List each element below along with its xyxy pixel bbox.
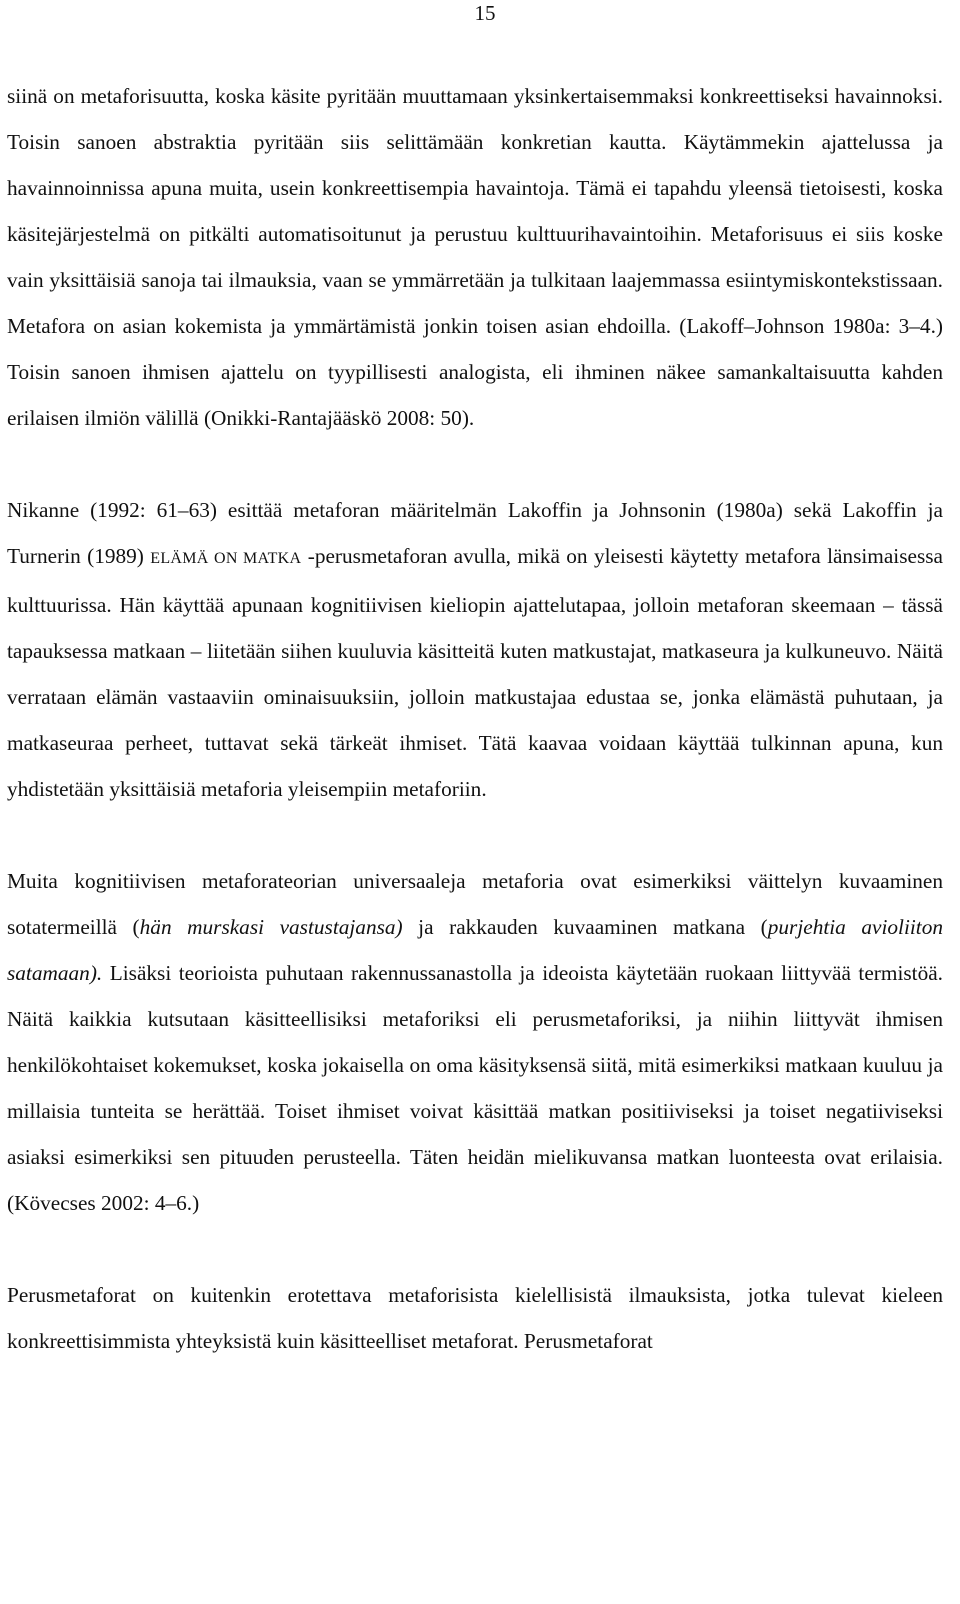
paragraph-metaphor-definition — [7, 73, 943, 441]
text-segment: siinä on metaforisuutta, koska käsite pyritään muuttamaan yksinkertaisemmaksi konkreettiseksi havainnoksi. Toisin sanoen abstraktia pyritään siis selittämään konkretian kautta. Käytämmekin ajattelussa ja havainnoinnissa apuna muita, usein konkreettisempia havaintoja. — [7, 84, 943, 200]
text-segment: ja rakkauden kuvaaminen matkana ( — [402, 915, 768, 939]
italic-example: hän murskasi vastustajansa) — [139, 915, 403, 939]
text-segment: Tämä ei tapahdu yleensä tietoisesti, koska käsitejärjestelmä on pitkälti automatisoitunut ja perustuu kulttuurihavaintoihin. Metaforisuus ei siis koske vain yksittäisiä sanoja tai ilmauksia, vaan se ymmärretään ja tulkitaan laajemmassa esiintymiskontekstissaan. Metafora on asian kokemista ja ymmärtämistä jonkin toisen asian ehdoilla. (Lakoff–Johnson 1980a: 3–4.) Toisin sanoen ihmisen ajattelu on tyypillisesti analogista, eli ihminen näkee samankaltaisuutta kahden erilaisen ilmiön välillä (Onikki-Rantajääskö 2008: 50). — [7, 176, 943, 430]
italic-example: purjehtia avioliiton satamaan). — [7, 915, 944, 985]
paragraph-universal-metaphors — [7, 858, 943, 1226]
smallcaps-term: ELÄMÄ ON MATKA — [150, 550, 302, 567]
text-segment: Muita kognitiivisen metaforateorian universaaleja metaforia ovat esimerkiksi väittelyn kuvaaminen sotatermeillä ( — [7, 869, 943, 939]
text-segment: Lisäksi teorioista puhutaan rakennussanastolla ja ideoista käytetään ruokaan liittyvää termistöä. Näitä kaikkia kutsutaan käsitteellisiksi metaforiksi eli perusmetaforiksi, ja niihin liittyvät ihmisen henkilökohtaiset kokemukset, koska jokaisella on oma käsityksensä siitä, mitä esimerkiksi matkaan kuuluu ja millaisia tunteita se herättää. Toiset ihmiset voivat käsittää matkan positiiviseksi ja toiset negatiiviseksi asiaksi esimerkiksi sen pituuden perusteella. Täten heidän mielikuvansa matkan luonteesta ovat erilaisia. (Kövecses 2002: 4–6.) — [7, 961, 943, 1215]
paragraph-base-metaphors — [7, 1272, 943, 1364]
text-segment: Perusmetaforat on kuitenkin erotettava metaforisista kielellisistä ilmauksista, jotka tulevat kieleen konkreettisimmista yhteyksistä kuin käsitteelliset metaforat. Perusmetaforat — [7, 1283, 943, 1353]
paragraph-nikanne — [7, 487, 943, 812]
text-segment: Nikanne (1992: 61–63) esittää metaforan määritelmän Lakoffin ja Johnsonin (1980a) sekä Lakoffin ja Turnerin (1989) — [7, 498, 943, 568]
body-text — [7, 73, 943, 1364]
text-segment: -perusmetaforan avulla, mikä on yleisesti käytetty metafora länsimaisessa kulttuurissa. Hän käyttää apunaan kognitiivisen kieliopin ajattelutapaa, jolloin metaforan skeemaan – tässä tapauksessa matkaan – liitetään siihen kuuluvia käsitteitä kuten matkustajat, matkaseura ja kulkuneuvo. Näitä verrataan elämän vastaaviin ominaisuuksiin, jolloin matkustajaa edustaa se, jonka elämästä puhutaan, ja matkaseuraa perheet, tuttavat sekä tärkeät ihmiset. Tätä kaavaa voidaan käyttää tulkinnan apuna, kun yhdistetään yksittäisiä metaforia yleisempiin metaforiin. — [7, 544, 943, 801]
page-number: 15 — [474, 1, 496, 25]
